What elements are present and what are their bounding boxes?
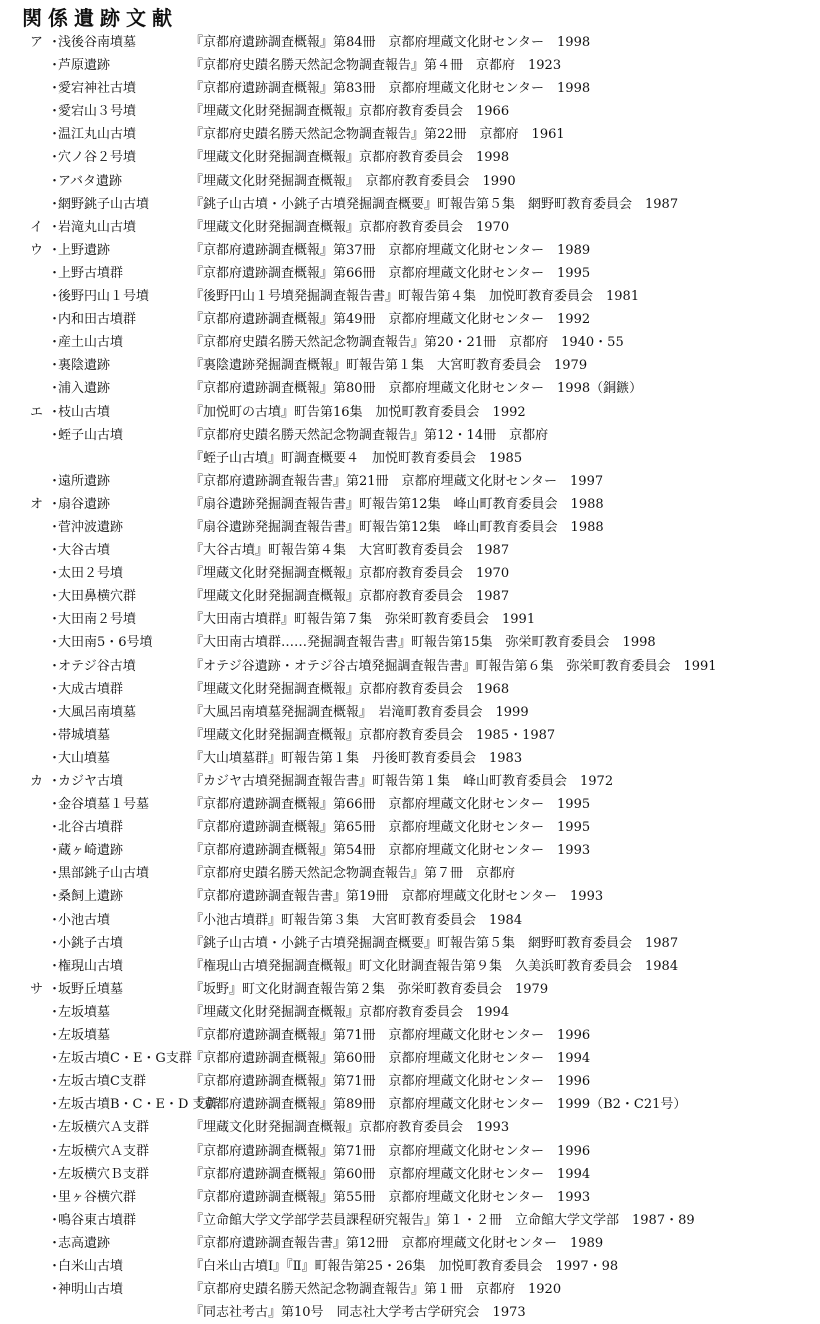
list-item xyxy=(30,262,820,285)
site-name: 岩滝丸山古墳 xyxy=(58,219,137,235)
reference-text: 『扇谷遺跡発掘調査報告書』町報告第12集 峰山町教育委員会 1988 xyxy=(190,519,604,535)
reference-text: 『埋蔵文化財発掘調査概報』京都府教育委員会 1987 xyxy=(190,589,510,605)
reference-text: 『裏陰遺跡発掘調査概報』町報告第１集 大宮町教育委員会 1979 xyxy=(190,358,588,374)
site-name: 内和田古墳群 xyxy=(58,312,137,328)
list-item xyxy=(30,539,820,562)
reference-text: 『京都府遺跡調査概報』第71冊 京都府埋蔵文化財センター 1996 xyxy=(190,1028,591,1044)
list-item xyxy=(30,793,820,816)
site-name: 小池古墳 xyxy=(58,912,111,928)
reference-text: 『京都府遺跡調査概報』第89冊 京都府埋蔵文化財センター 1999（B2・C21号） xyxy=(190,1097,687,1113)
page-title: 関係遺跡文献 xyxy=(22,6,178,30)
list-item xyxy=(30,239,820,262)
bullet-dot: ・ xyxy=(48,104,62,120)
bullet-dot: ・ xyxy=(48,1258,62,1274)
bullet-dot: ・ xyxy=(48,58,62,74)
list-item xyxy=(30,701,820,724)
bullet-dot: ・ xyxy=(48,681,62,697)
site-name: 大谷古墳 xyxy=(58,543,111,559)
bullet-dot: ・ xyxy=(48,912,62,928)
list-item xyxy=(30,631,820,654)
reference-text: 『埋蔵文化財発掘調査概報』京都府教育委員会 1993 xyxy=(190,1120,510,1136)
site-name: 左坂古墳C・E・G支群 xyxy=(58,1051,192,1067)
list-item xyxy=(30,932,820,955)
list-item xyxy=(30,1093,820,1116)
list-item xyxy=(30,816,820,839)
reference-text: 『京都府遺跡調査概報』第71冊 京都府埋蔵文化財センター 1996 xyxy=(190,1143,591,1159)
list-item xyxy=(30,493,820,516)
site-name: 枝山古墳 xyxy=(58,404,111,420)
reference-text: 『京都府遺跡調査概報』第65冊 京都府埋蔵文化財センター 1995 xyxy=(190,820,591,836)
site-name: 上野古墳群 xyxy=(58,265,124,281)
reference-text: 『白米山古墳Ⅰ』『Ⅱ』町報告第25・26集 加悦町教育委員会 1997・98 xyxy=(190,1258,619,1274)
reference-text: 『埋蔵文化財発掘調査概報』京都府教育委員会 1985・1987 xyxy=(190,727,556,743)
site-name: 志高遺跡 xyxy=(58,1235,111,1251)
site-name: 温江丸山古墳 xyxy=(58,127,137,143)
bullet-dot: ・ xyxy=(48,519,62,535)
list-item xyxy=(30,123,820,146)
bullet-dot: ・ xyxy=(48,658,62,674)
bullet-dot: ・ xyxy=(48,589,62,605)
bullet-dot: ・ xyxy=(48,1189,62,1205)
reference-text: 『埋蔵文化財発掘調査概報』京都府教育委員会 1970 xyxy=(190,219,510,235)
site-name: 北谷古墳群 xyxy=(58,820,124,836)
list-item xyxy=(30,516,820,539)
site-name: 扇谷遺跡 xyxy=(58,496,111,512)
reference-text: 『京都府遺跡調査概報』第83冊 京都府埋蔵文化財センター 1998 xyxy=(190,81,591,97)
list-item xyxy=(30,1209,820,1232)
list-item xyxy=(30,678,820,701)
site-name: 愛宕山３号墳 xyxy=(58,104,137,120)
reference-text: 『京都府遺跡調査概報』第66冊 京都府埋蔵文化財センター 1995 xyxy=(190,797,591,813)
list-item xyxy=(30,170,820,193)
reference-text: 『埋蔵文化財発掘調査概報』京都府教育委員会 1994 xyxy=(190,1004,510,1020)
site-name: 金谷墳墓１号墓 xyxy=(58,797,150,813)
bullet-dot: ・ xyxy=(48,1120,62,1136)
bullet-dot: ・ xyxy=(48,335,62,351)
bullet-dot: ・ xyxy=(48,820,62,836)
site-name: 蛭子山古墳 xyxy=(58,427,124,443)
bullet-dot: ・ xyxy=(48,381,62,397)
list-item xyxy=(30,978,820,1001)
site-name: 後野円山１号墳 xyxy=(58,289,150,305)
bullet-dot: ・ xyxy=(48,704,62,720)
site-name: 穴ノ谷２号墳 xyxy=(58,150,137,166)
reference-text: 『後野円山１号墳発掘調査報告書』町報告第４集 加悦町教育委員会 1981 xyxy=(190,289,640,305)
site-name: 大山墳墓 xyxy=(58,750,111,766)
reference-text: 『立命館大学文学部学芸員課程研究報告』第１・２冊 立命館大学文学部 1987・89 xyxy=(190,1212,695,1228)
list-item xyxy=(30,955,820,978)
reference-text: 『京都府遺跡調査概報』第37冊 京都府埋蔵文化財センター 1989 xyxy=(190,242,591,258)
bullet-dot: ・ xyxy=(48,958,62,974)
site-name: 黒部銚子山古墳 xyxy=(58,866,150,882)
site-name: 浅後谷南墳墓 xyxy=(58,35,137,50)
list-item xyxy=(30,470,820,493)
site-name: 愛宕神社古墳 xyxy=(58,81,137,97)
list-item xyxy=(30,1186,820,1209)
bullet-dot: ・ xyxy=(48,612,62,628)
bullet-dot: ・ xyxy=(48,635,62,651)
site-name: 大田鼻横穴群 xyxy=(58,589,137,605)
list-item xyxy=(30,216,820,239)
site-name: 里ヶ谷横穴群 xyxy=(58,1189,137,1205)
site-name: アバタ遺跡 xyxy=(58,173,122,189)
reference-text: 『京都府遺跡調査概報』第60冊 京都府埋蔵文化財センター 1994 xyxy=(190,1051,591,1067)
site-name: 上野遺跡 xyxy=(58,242,111,258)
site-name: 小銚子古墳 xyxy=(58,935,124,951)
bullet-dot: ・ xyxy=(48,727,62,743)
bullet-dot: ・ xyxy=(48,1143,62,1159)
reference-text: 『大谷古墳』町報告第４集 大宮町教育委員会 1987 xyxy=(190,543,510,559)
bullet-dot: ・ xyxy=(48,1235,62,1251)
reference-text: 『京都府史蹟名勝天然記念物調査報告』第１冊 京都府 1920 xyxy=(190,1282,562,1298)
site-name: 大風呂南墳墓 xyxy=(58,704,137,720)
kana-index: オ xyxy=(30,496,44,512)
list-item xyxy=(30,1301,820,1324)
bullet-dot: ・ xyxy=(48,150,62,166)
bullet-dot: ・ xyxy=(48,173,62,189)
site-name: 左坂墳墓 xyxy=(58,1004,111,1020)
reference-text: 『埋蔵文化財発掘調査概報』 京都府教育委員会 1990 xyxy=(190,173,516,189)
list-item xyxy=(30,1232,820,1255)
list-item xyxy=(30,354,820,377)
site-name: 桑飼上遺跡 xyxy=(58,889,124,905)
reference-text: 『京都府遺跡調査概報』第55冊 京都府埋蔵文化財センター 1993 xyxy=(190,1189,591,1205)
reference-text: 『京都府遺跡調査概報』第60冊 京都府埋蔵文化財センター 1994 xyxy=(190,1166,591,1182)
reference-text: 『埋蔵文化財発掘調査概報』京都府教育委員会 1966 xyxy=(190,104,510,120)
bullet-dot: ・ xyxy=(48,358,62,374)
site-name: 白米山古墳 xyxy=(58,1258,124,1274)
bullet-dot: ・ xyxy=(48,35,62,50)
bullet-dot: ・ xyxy=(48,242,62,258)
list-item xyxy=(30,562,820,585)
reference-text: 『京都府遺跡調査報告書』第21冊 京都府埋蔵文化財センター 1997 xyxy=(190,473,604,489)
site-name: 蔵ヶ崎遺跡 xyxy=(58,843,124,859)
site-name: 裏陰遺跡 xyxy=(58,358,111,374)
bullet-dot: ・ xyxy=(48,427,62,443)
bullet-dot: ・ xyxy=(48,1166,62,1182)
site-name: 菅沖波遺跡 xyxy=(58,519,124,535)
reference-text: 『京都府史蹟名勝天然記念物調査報告』第７冊 京都府 xyxy=(190,866,516,882)
site-name: 太田２号墳 xyxy=(58,566,124,582)
kana-index: ア xyxy=(30,35,44,50)
kana-index: ウ xyxy=(30,242,44,258)
kana-index: カ xyxy=(30,774,44,789)
bullet-dot: ・ xyxy=(48,1212,62,1228)
list-item xyxy=(30,285,820,308)
list-item xyxy=(30,1001,820,1024)
site-name: 鳴谷東古墳群 xyxy=(58,1212,137,1228)
reference-text: 『京都府遺跡調査概報』第80冊 京都府埋蔵文化財センター 1998（銅鏃） xyxy=(190,381,643,397)
bullet-dot: ・ xyxy=(48,774,62,789)
reference-text: 『京都府遺跡調査報告書』第19冊 京都府埋蔵文化財センター 1993 xyxy=(190,889,604,905)
list-item xyxy=(30,401,820,424)
list-item xyxy=(30,77,820,100)
list-item xyxy=(30,308,820,331)
bullet-dot: ・ xyxy=(48,1004,62,1020)
reference-text: 『京都府史蹟名勝天然記念物調査報告』第22冊 京都府 1961 xyxy=(190,127,565,143)
reference-text: 『大田南古墳群』町報告第７集 弥栄町教育委員会 1991 xyxy=(190,612,536,628)
reference-text: 『埋蔵文化財発掘調査概報』京都府教育委員会 1970 xyxy=(190,566,510,582)
reference-text: 『同志社考古』第10号 同志社大学考古学研究会 1973 xyxy=(190,1305,526,1321)
list-item xyxy=(30,146,820,169)
site-name: カジヤ古墳 xyxy=(58,774,124,789)
site-name: 左坂横穴Ｂ支群 xyxy=(58,1166,150,1182)
reference-text: 『京都府史蹟名勝天然記念物調査報告』第12・14冊 京都府 xyxy=(190,427,549,443)
reference-text: 『大田南古墳群……発掘調査報告書』町報告第15集 弥栄町教育委員会 1998 xyxy=(190,635,656,651)
list-item xyxy=(30,1070,820,1093)
bullet-dot: ・ xyxy=(48,219,62,235)
bullet-dot: ・ xyxy=(48,750,62,766)
list-item xyxy=(30,585,820,608)
bullet-dot: ・ xyxy=(48,981,62,997)
list-item xyxy=(30,424,820,447)
site-name: 左坂古墳C支群 xyxy=(58,1074,146,1090)
bibliography-list xyxy=(30,31,820,1324)
bullet-dot: ・ xyxy=(48,312,62,328)
list-item xyxy=(30,31,820,54)
bullet-dot: ・ xyxy=(48,1282,62,1298)
reference-text: 『加悦町の古墳』町告第16集 加悦町教育委員会 1992 xyxy=(190,404,526,420)
reference-text: 『京都府史蹟名勝天然記念物調査報告』第20・21冊 京都府 1940・55 xyxy=(190,335,624,351)
reference-text: 『オテジ谷遺跡・オテジ谷古墳発掘調査報告書』町報告第６集 弥栄町教育委員会 1991 xyxy=(190,658,717,674)
reference-text: 『埋蔵文化財発掘調査概報』京都府教育委員会 1998 xyxy=(190,150,510,166)
bullet-dot: ・ xyxy=(48,127,62,143)
list-item xyxy=(30,885,820,908)
list-item xyxy=(30,655,820,678)
site-name: 遠所遺跡 xyxy=(58,473,111,489)
reference-text: 『小池古墳群』町報告第３集 大宮町教育委員会 1984 xyxy=(190,912,523,928)
reference-text: 『京都府遺跡調査概報』第66冊 京都府埋蔵文化財センター 1995 xyxy=(190,265,591,281)
bullet-dot: ・ xyxy=(48,404,62,420)
bullet-dot: ・ xyxy=(48,196,62,212)
site-name: 大田南5・6号墳 xyxy=(58,635,153,651)
reference-text: 『銚子山古墳・小銚子古墳発掘調査概要』町報告第５集 網野町教育委員会 1987 xyxy=(190,935,679,951)
site-name: 左坂横穴Ａ支群 xyxy=(58,1120,150,1136)
site-name: 芦原遺跡 xyxy=(58,58,111,74)
bullet-dot: ・ xyxy=(48,843,62,859)
kana-index: エ xyxy=(30,404,44,420)
reference-text: 『京都府史蹟名勝天然記念物調査報告』第４冊 京都府 1923 xyxy=(190,58,562,74)
list-item xyxy=(30,100,820,123)
list-item xyxy=(30,1116,820,1139)
list-item xyxy=(30,1255,820,1278)
bullet-dot: ・ xyxy=(48,935,62,951)
site-name: 大田南２号墳 xyxy=(58,612,137,628)
reference-text: 『京都府遺跡調査概報』第84冊 京都府埋蔵文化財センター 1998 xyxy=(190,35,591,50)
reference-text: 『京都府遺跡調査概報』第49冊 京都府埋蔵文化財センター 1992 xyxy=(190,312,591,328)
reference-text: 『京都府遺跡調査報告書』第12冊 京都府埋蔵文化財センター 1989 xyxy=(190,1235,604,1251)
bullet-dot: ・ xyxy=(48,566,62,582)
list-item xyxy=(30,862,820,885)
bullet-dot: ・ xyxy=(48,265,62,281)
list-item xyxy=(30,839,820,862)
list-item xyxy=(30,909,820,932)
site-name: 坂野丘墳墓 xyxy=(58,981,124,997)
list-item xyxy=(30,54,820,77)
kana-index: サ xyxy=(30,981,44,997)
list-item xyxy=(30,1140,820,1163)
site-name: 浦入遺跡 xyxy=(58,381,111,397)
site-name: 左坂横穴Ａ支群 xyxy=(58,1143,150,1159)
reference-text: 『大山墳墓群』町報告第１集 丹後町教育委員会 1983 xyxy=(190,750,523,766)
site-name: 大成古墳群 xyxy=(58,681,124,697)
bullet-dot: ・ xyxy=(48,543,62,559)
bullet-dot: ・ xyxy=(48,473,62,489)
bullet-dot: ・ xyxy=(48,1028,62,1044)
bullet-dot: ・ xyxy=(48,1097,62,1113)
reference-text: 『権現山古墳発掘調査概報』町文化財調査報告第９集 久美浜町教育委員会 1984 xyxy=(190,958,679,974)
bullet-dot: ・ xyxy=(48,1051,62,1067)
list-item xyxy=(30,331,820,354)
bullet-dot: ・ xyxy=(48,889,62,905)
kana-index: イ xyxy=(30,219,44,235)
list-item xyxy=(30,1047,820,1070)
reference-text: 『京都府遺跡調査概報』第71冊 京都府埋蔵文化財センター 1996 xyxy=(190,1074,591,1090)
list-item xyxy=(30,447,820,470)
reference-text: 『坂野』町文化財調査報告第２集 弥栄町教育委員会 1979 xyxy=(190,981,549,997)
bullet-dot: ・ xyxy=(48,1074,62,1090)
site-name: 左坂古墳B・C・E・D 支群 xyxy=(58,1097,219,1113)
list-item xyxy=(30,747,820,770)
bullet-dot: ・ xyxy=(48,797,62,813)
site-name: 帯城墳墓 xyxy=(58,727,111,743)
list-item xyxy=(30,608,820,631)
list-item xyxy=(30,1163,820,1186)
reference-text: 『カジヤ古墳発掘調査報告書』町報告第１集 峰山町教育委員会 1972 xyxy=(190,774,614,789)
site-name: 権現山古墳 xyxy=(58,958,124,974)
site-name: 左坂墳墓 xyxy=(58,1028,111,1044)
reference-text: 『京都府遺跡調査概報』第54冊 京都府埋蔵文化財センター 1993 xyxy=(190,843,591,859)
reference-text: 『蛭子山古墳』町調査概要４ 加悦町教育委員会 1985 xyxy=(190,450,523,466)
list-item xyxy=(30,1024,820,1047)
reference-text: 『大風呂南墳墓発掘調査概報』 岩滝町教育委員会 1999 xyxy=(190,704,529,720)
bullet-dot: ・ xyxy=(48,81,62,97)
reference-text: 『埋蔵文化財発掘調査概報』京都府教育委員会 1968 xyxy=(190,681,510,697)
list-item xyxy=(30,770,820,793)
bullet-dot: ・ xyxy=(48,289,62,305)
list-item xyxy=(30,1278,820,1301)
list-item xyxy=(30,724,820,747)
site-name: 網野銚子山古墳 xyxy=(58,196,150,212)
site-name: 産土山古墳 xyxy=(58,335,124,351)
bullet-dot: ・ xyxy=(48,866,62,882)
list-item xyxy=(30,377,820,400)
site-name: オテジ谷古墳 xyxy=(58,658,136,674)
bullet-dot: ・ xyxy=(48,496,62,512)
reference-text: 『銚子山古墳・小銚子古墳発掘調査概要』町報告第５集 網野町教育委員会 1987 xyxy=(190,196,679,212)
reference-text: 『扇谷遺跡発掘調査報告書』町報告第12集 峰山町教育委員会 1988 xyxy=(190,496,604,512)
list-item xyxy=(30,193,820,216)
site-name: 神明山古墳 xyxy=(58,1282,124,1298)
